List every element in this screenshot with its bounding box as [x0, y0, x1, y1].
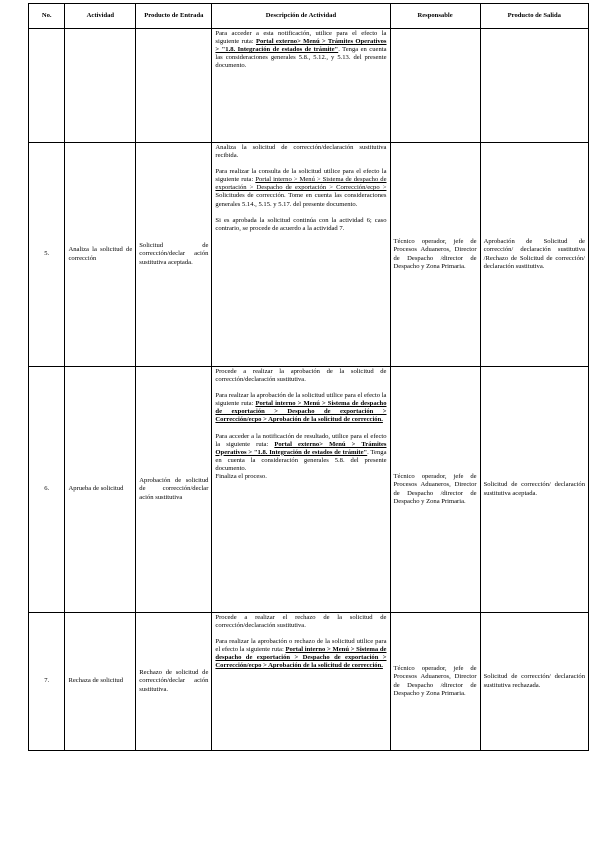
- cell-no: [29, 29, 65, 143]
- cell-responsable: Técnico operador, jefe de Procesos Aduaneros, Director de Despacho /director de Despacho y Zona Primaria.: [390, 143, 480, 367]
- cell-responsable: [390, 29, 480, 143]
- table-row: [29, 613, 589, 751]
- cell-salida: Solicitud de corrección/ declaración sustitutiva aceptada.: [480, 367, 588, 613]
- cell-no: 5.: [29, 143, 65, 367]
- desc-paragraph: Analiza la solicitud de corrección/declaración sustitutiva recibida.: [215, 144, 387, 160]
- header-row: [29, 4, 589, 29]
- cell-descripcion: [212, 613, 390, 751]
- header-producto-salida: Producto de Salida: [480, 4, 588, 29]
- desc-paragraph: Finaliza el proceso.: [215, 473, 267, 481]
- table-row: [29, 367, 589, 613]
- cell-actividad: [65, 29, 136, 143]
- cell-salida: Aprobación de Solicitud de corrección/ declaración sustitutiva /Rechazo de Solicitud de corrección/ declaración sustitutiva.: [480, 143, 588, 367]
- cell-actividad: Aprueba de solicitud: [65, 367, 136, 613]
- cell-descripcion: [212, 367, 390, 613]
- header-descripcion: Descripción de Actividad: [212, 4, 390, 29]
- header-no: No.: [29, 4, 65, 29]
- cell-descripcion: Para acceder a esta notificación, utilice para el efecto la siguiente ruta: Portal externo> Menú > Trámites Operativos > "1.8. Integración de estados de trámite". Tenga en cuenta las consideraciones generales 5.8., 5.12., y 5.13. del presente documento.: [212, 29, 390, 143]
- cell-no: 7.: [29, 613, 65, 751]
- cell-descripcion: [212, 143, 390, 367]
- cell-entrada: [136, 29, 212, 143]
- desc-paragraph: Para acceder a la notificación de resultado, utilice para el efecto la siguiente ruta: Portal externo> Menú > Trámites Operativos > "1.8. Integración de estados de trámite". Tenga en cuenta la consideración generales 5.8. del presente documento.: [215, 432, 387, 472]
- desc-paragraph: Para realizar la consulta de la solicitud utilice para el efecto la siguiente ruta: Portal interno > Menú > Sistema de despacho de exportación > Despacho de exportación > Corrección/ecpo > Solicitudes de corrección. Tome en cuenta las consideraciones generales 5.14., 5.15. y 5.17. del presente documento.: [215, 168, 387, 208]
- cell-salida: Solicitud de corrección/ declaración sustitutiva rechazada.: [480, 613, 588, 751]
- header-producto-entrada: Producto de Entrada: [136, 4, 212, 29]
- cell-responsable: Técnico operador, jefe de Procesos Aduaneros, Director de Despacho /director de Despacho y Zona Primaria.: [390, 367, 480, 613]
- activities-table: [28, 3, 589, 751]
- header-responsable: Responsable: [390, 4, 480, 29]
- cell-salida: [480, 29, 588, 143]
- desc-paragraph: Procede a realizar la aprobación de la solicitud de corrección/declaración sustitutiva.: [215, 368, 387, 384]
- desc-paragraph: Si es aprobada la solicitud continúa con la actividad 6; caso contrario, se procede de acuerdo a la actividad 7.: [215, 216, 387, 232]
- table-row: [29, 29, 589, 143]
- desc-paragraph: Procede a realizar el rechazo de la solicitud de corrección/declaración sustitutiva.: [215, 614, 387, 630]
- cell-responsable: Técnico operador, jefe de Procesos Aduaneros, Director de Despacho /director de Despacho y Zona Primaria.: [390, 613, 480, 751]
- cell-entrada: Aprobación de solicitud de corrección/declar ación sustitutiva: [136, 367, 212, 613]
- desc-paragraph: Para realizar la aprobación de la solicitud utilice para el efecto la siguiente ruta: Portal interno > Menú > Sistema de despacho de exportación > Despacho de exportación > Corrección/ecpo > Aprobación de la solicitud de corrección.: [215, 392, 387, 424]
- cell-entrada: Solicitud de corrección/declar ación sustitutiva aceptada.: [136, 143, 212, 367]
- cell-no: 6.: [29, 367, 65, 613]
- header-actividad: Actividad: [65, 4, 136, 29]
- cell-entrada: Rechazo de solicitud de corrección/declar ación sustitutiva.: [136, 613, 212, 751]
- cell-actividad: Rechaza de solicitud: [65, 613, 136, 751]
- desc-paragraph: Para realizar la aprobación o rechazo de la solicitud utilice para el efecto la siguiente ruta: Portal interno > Menú > Sistema de despacho de exportación > Despacho de exportación > Corrección/ecpo > Aprobación de la solicitud de corrección.: [215, 638, 387, 670]
- table-row: [29, 143, 589, 367]
- cell-actividad: Analiza la solicitud de corrección: [65, 143, 136, 367]
